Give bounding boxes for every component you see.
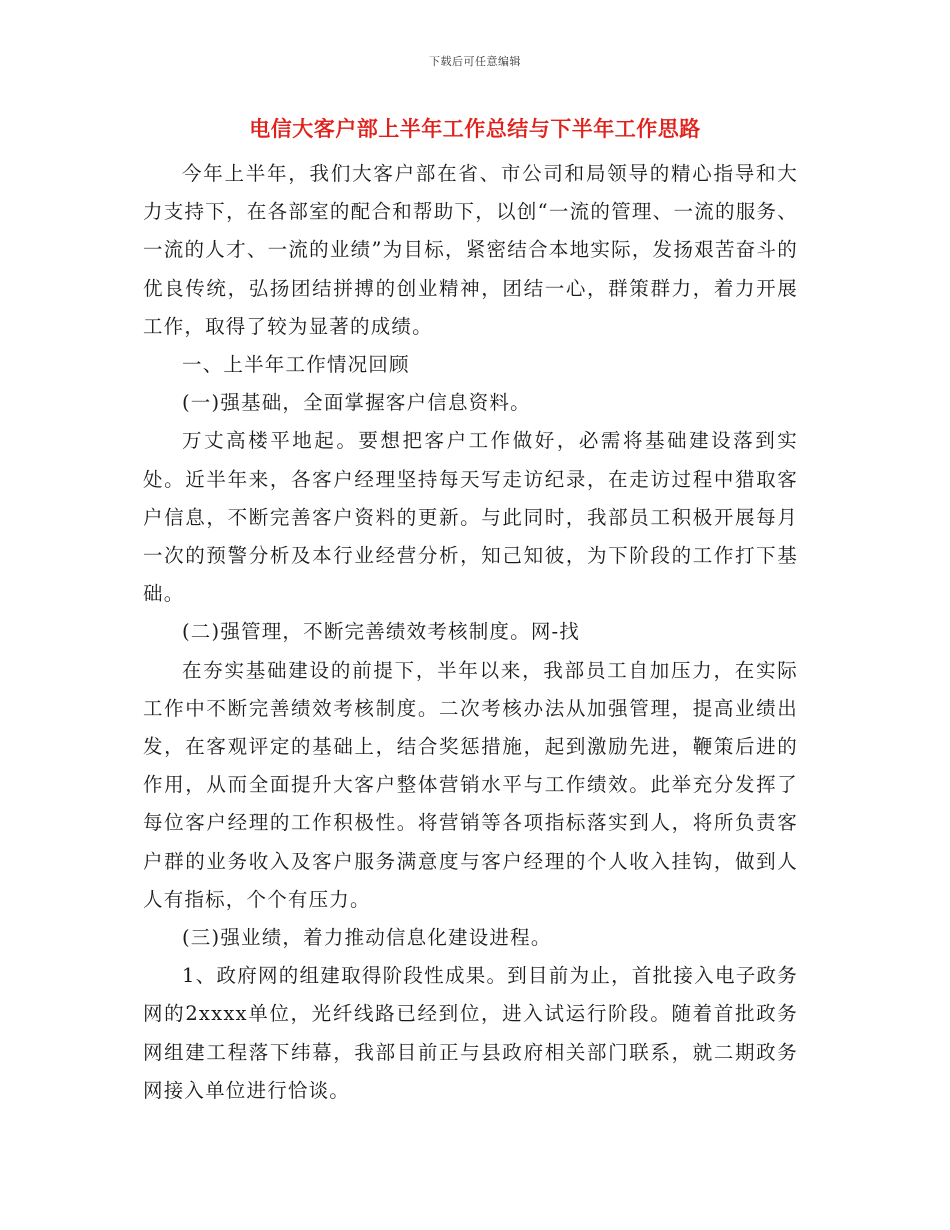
subsection-heading-3: (三)强业绩，着力推动信息化建设进程。 [182, 926, 552, 950]
paragraph-intro: 今年上半年，我们大客户部在省、市公司和局领导的精心指导和大力支持下，在各部室的配合和帮助下，以创“一流的管理、一流的服务、一流的人才、一流的业绩”为目标，紧密结合本地实际，发扬艰苦奋斗的优良传统，弘扬团结拼搏的创业精神，团结一心，群策群力，着力开展工作，取得了较为显著的成绩。 [143, 162, 798, 338]
header-note: 下载后可任意编辑 [429, 55, 521, 68]
paragraph-management: 在夯实基础建设的前提下，半年以来，我部员工自加压力，在实际工作中不断完善绩效考核制度。二次考核办法从加强管理，提高业绩出发，在客观评定的基础上，结合奖惩措施，起到激励先进，鞭策后进的作用，从而全面提升大客户整体营销水平与工作绩效。此举充分发挥了每位客户经理的工作积极性。将营销等各项指标落实到人，将所负责客户群的业务收入及客户服务满意度与客户经理的个人收入挂钩，做到人人有指标，个个有压力。 [143, 658, 798, 911]
paragraph-foundation: 万丈高楼平地起。要想把客户工作做好，必需将基础建设落到实处。近半年来，各客户经理坚持每天写走访纪录，在走访过程中猎取客户信息，不断完善客户资料的更新。与此同时，我部员工积极开展每月一次的预警分析及本行业经营分析，知己知彼，为下阶段的工作打下基础。 [143, 429, 798, 606]
document-title: 电信大客户部上半年工作总结与下半年工作思路 [249, 116, 701, 141]
paragraph-government-network: 1、政府网的组建取得阶段性成果。到目前为止，首批接入电子政务网的2xxxx单位，光纤线路已经到位，进入试运行阶段。随着首批政务网组建工程落下纬幕，我部目前正与县政府相关部门联系，就二期政务网接入单位进行恰谈。 [143, 964, 798, 1102]
subsection-heading-1: (一)强基础，全面掌握客户信息资料。 [182, 391, 531, 415]
section-heading-review: 一、上半年工作情况回顾 [182, 353, 410, 377]
document-body [143, 155, 798, 1110]
subsection-heading-2: (二)强管理，不断完善绩效考核制度。网-找 [182, 620, 581, 644]
